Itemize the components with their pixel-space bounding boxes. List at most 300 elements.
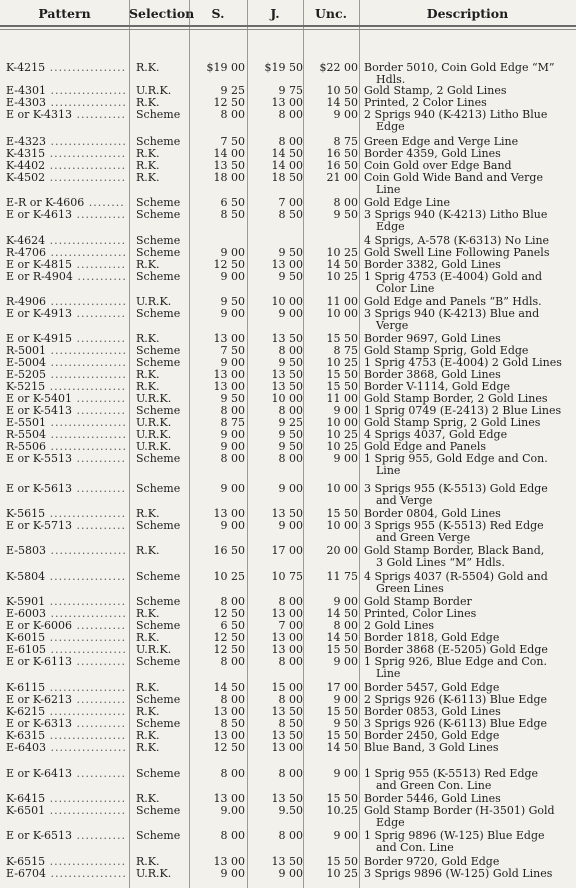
price-s-cell: 9 00 (220, 428, 245, 441)
price-j-cell: 13 00 (271, 258, 303, 271)
description-cell: Border 2450, Gold Edge (364, 729, 500, 742)
header-pattern: Pattern (38, 6, 91, 21)
description-cell: Border 3868 (E-5205) Gold Edge (364, 643, 548, 656)
price-s-cell: 13 00 (213, 792, 245, 805)
price-s-cell: 9 00 (220, 270, 245, 283)
price-unc-cell: 10 25 (326, 440, 358, 453)
description-cell: Border 4359, Gold Lines (364, 147, 501, 160)
price-j-cell: 9 50 (278, 270, 303, 283)
selection-cell: R.K. (136, 147, 160, 160)
pattern-cell: K-5901 ..... (6, 596, 126, 608)
price-unc-cell: 15 50 (326, 729, 358, 742)
pattern-cell: E or K-5401 ..... (6, 393, 126, 405)
price-unc-cell: 15 50 (326, 332, 358, 345)
description-continuation: and Con. Line (376, 841, 454, 854)
price-s-cell: 13 50 (213, 159, 245, 172)
price-s-cell: 13 00 (213, 855, 245, 868)
price-s-cell: 9 00 (220, 867, 245, 880)
price-j-cell: 13 50 (271, 705, 303, 718)
price-unc-cell: 10 00 (326, 519, 358, 532)
price-j-cell: 13 00 (271, 643, 303, 656)
pattern-cell: E or K-6413 ..... (6, 768, 126, 780)
price-s-cell: 9 00 (220, 519, 245, 532)
price-j-cell: 13 00 (271, 631, 303, 644)
pattern-cell: E or K-4613 ..... (6, 209, 126, 221)
price-j-cell: 18 50 (271, 171, 303, 184)
selection-cell: R.K. (136, 607, 160, 620)
pattern-cell: R-4706 ..... (6, 247, 126, 259)
selection-cell: R.K. (136, 855, 160, 868)
selection-cell: Scheme (136, 208, 181, 221)
selection-cell: Scheme (136, 804, 181, 817)
pattern-cell: E-5205 ..... (6, 369, 126, 381)
selection-cell: U.R.K. (136, 867, 172, 880)
price-s-cell: 16 50 (213, 544, 245, 557)
description-cell: 1 Sprig 4753 (E-4004) Gold and (364, 270, 543, 283)
table-row (0, 109, 576, 121)
price-j-cell: 8 00 (278, 344, 303, 357)
description-cell: 3 Sprigs 926 (K-6113) Blue Edge (364, 717, 548, 730)
description-cell: 3 Sprigs 940 (K-4213) Litho Blue (364, 208, 548, 221)
selection-cell: Scheme (136, 570, 181, 583)
description-cell: Border 0853, Gold Lines (364, 705, 501, 718)
price-unc-cell: 10 25 (326, 246, 358, 259)
description-continuation: and Green Con. Line (376, 779, 492, 792)
price-s-cell: $19 00 (206, 61, 245, 74)
pattern-cell: K-5615 ..... (6, 508, 126, 520)
table-row (0, 742, 576, 754)
price-s-cell: 6 50 (220, 196, 245, 209)
price-j-cell: 9 50 (278, 356, 303, 369)
selection-cell: Scheme (136, 655, 181, 668)
price-s-cell: 8 50 (220, 208, 245, 221)
price-j-cell: 8 00 (278, 452, 303, 465)
selection-cell: Scheme (136, 693, 181, 706)
price-s-cell: 13 00 (213, 729, 245, 742)
price-s-cell: 7 50 (220, 135, 245, 148)
price-unc-cell: 15 50 (326, 643, 358, 656)
price-unc-cell: 11 75 (326, 570, 358, 583)
price-unc-cell: 14 50 (326, 741, 358, 754)
price-s-cell: 12 50 (213, 607, 245, 620)
price-j-cell: 9 00 (278, 307, 303, 320)
price-j-cell: 10 00 (271, 392, 303, 405)
description-continuation: Edge (376, 816, 405, 829)
price-s-cell: 9 50 (220, 295, 245, 308)
price-unc-cell: 9 00 (333, 829, 358, 842)
pattern-cell: E-4323 ..... (6, 136, 126, 148)
price-j-cell: 13 00 (271, 96, 303, 109)
price-unc-cell: 14 50 (326, 258, 358, 271)
description-cell: Printed, 2 Color Lines (364, 96, 487, 109)
description-cell: 4 Sprigs 4037, Gold Edge (364, 428, 508, 441)
price-s-cell: 14 00 (213, 147, 245, 160)
pattern-cell: K-5804 ..... (6, 571, 126, 583)
selection-cell: Scheme (136, 482, 181, 495)
price-s-cell: 8 00 (220, 829, 245, 842)
price-s-cell: 12 50 (213, 96, 245, 109)
description-cell: Gold Stamp Sprig, Gold Edge (364, 344, 529, 357)
price-s-cell: 12 50 (213, 258, 245, 271)
price-unc-cell: 10 25 (326, 356, 358, 369)
price-j-cell: 15 00 (271, 681, 303, 694)
pattern-cell: E or K-5513 ..... (6, 453, 126, 465)
price-unc-cell: 9 50 (333, 717, 358, 730)
pattern-cell: K-6501 ..... (6, 805, 126, 817)
selection-cell: R.K. (136, 705, 160, 718)
selection-cell: R.K. (136, 332, 160, 345)
price-j-cell: 13 50 (271, 507, 303, 520)
price-j-cell: 14 00 (271, 159, 303, 172)
price-s-cell: 8 00 (220, 595, 245, 608)
description-cell: Border 5010, Coin Gold Edge “M” (364, 61, 555, 74)
pattern-cell: E-5004 ..... (6, 357, 126, 369)
price-unc-cell: 8 75 (333, 344, 358, 357)
price-j-cell: 8 50 (278, 717, 303, 730)
price-unc-cell: 9 00 (333, 655, 358, 668)
description-cell: 2 Sprigs 940 (K-4213) Litho Blue (364, 108, 548, 121)
selection-cell: Scheme (136, 767, 181, 780)
selection-cell: Scheme (136, 108, 181, 121)
pattern-cell: K-4624 ..... (6, 235, 126, 247)
pattern-cell: K-6315 ..... (6, 730, 126, 742)
price-j-cell: 8 00 (278, 135, 303, 148)
price-unc-cell: 9 00 (333, 767, 358, 780)
price-unc-cell: 21 00 (326, 171, 358, 184)
price-unc-cell: 17 00 (326, 681, 358, 694)
price-s-cell: 13 00 (213, 380, 245, 393)
description-cell: 3 Sprigs 940 (K-4213) Blue and (364, 307, 540, 320)
price-unc-cell: 15 50 (326, 507, 358, 520)
price-s-cell: 13 00 (213, 705, 245, 718)
price-unc-cell: 9 00 (333, 108, 358, 121)
header-unc: Unc. (315, 6, 347, 21)
pattern-cell: R-5001 ..... (6, 345, 126, 357)
pattern-cell: K-4402 ..... (6, 160, 126, 172)
selection-cell: U.R.K. (136, 440, 172, 453)
price-j-cell: 8 00 (278, 108, 303, 121)
description-cell: Gold Edge Line (364, 196, 451, 209)
selection-cell: R.K. (136, 171, 160, 184)
pattern-cell: E or K-6213 ..... (6, 694, 126, 706)
price-s-cell: 9 50 (220, 392, 245, 405)
price-j-cell: 13 50 (271, 332, 303, 345)
price-j-cell: 8 00 (278, 829, 303, 842)
price-unc-cell: 9 00 (333, 693, 358, 706)
description-cell: 1 Sprig 926, Blue Edge and Con. (364, 655, 547, 668)
price-j-cell: 7 00 (278, 196, 303, 209)
selection-cell: R.K. (136, 258, 160, 271)
pattern-cell: E or K-4915 ..... (6, 333, 126, 345)
selection-cell: R.K. (136, 380, 160, 393)
price-unc-cell: 10 25 (326, 270, 358, 283)
selection-cell: Scheme (136, 246, 181, 259)
price-j-cell: 10 75 (271, 570, 303, 583)
table-row (0, 520, 576, 532)
price-j-cell: 9 00 (278, 867, 303, 880)
price-unc-cell: 10 50 (326, 84, 358, 97)
price-unc-cell: 15 50 (326, 792, 358, 805)
price-unc-cell: 8 00 (333, 619, 358, 632)
price-unc-cell: 10 00 (326, 416, 358, 429)
price-s-cell: 10 25 (213, 570, 245, 583)
selection-cell: U.R.K. (136, 428, 172, 441)
description-cell: 1 Sprig 0749 (E-2413) 2 Blue Lines (364, 404, 562, 417)
price-unc-cell: 14 50 (326, 607, 358, 620)
description-cell: 1 Sprig 4753 (E-4004) 2 Gold Lines (364, 356, 562, 369)
price-s-cell: 6 50 (220, 619, 245, 632)
price-j-cell: 9 75 (278, 84, 303, 97)
pattern-cell: E or K-4913 ..... (6, 308, 126, 320)
price-unc-cell: 9 00 (333, 595, 358, 608)
pattern-cell: K-4502 ..... (6, 172, 126, 184)
pattern-cell: K-4315 ..... (6, 148, 126, 160)
description-cell: Border 9697, Gold Lines (364, 332, 501, 345)
description-continuation: Line (376, 183, 401, 196)
table-row (0, 453, 576, 465)
price-unc-cell: 15 50 (326, 380, 358, 393)
description-cell: Border V-1114, Gold Edge (364, 380, 510, 393)
header-j: J. (270, 6, 280, 21)
selection-cell: Scheme (136, 452, 181, 465)
selection-cell: U.R.K. (136, 295, 172, 308)
description-cell: Gold Stamp, 2 Gold Lines (364, 84, 507, 97)
price-j-cell: 9 00 (278, 482, 303, 495)
price-j-cell: 10 00 (271, 295, 303, 308)
selection-cell: R.K. (136, 681, 160, 694)
selection-cell: Scheme (136, 519, 181, 532)
price-j-cell: 9.50 (278, 804, 303, 817)
description-cell: Gold Swell Line Following Panels (364, 246, 550, 259)
price-unc-cell: 20 00 (326, 544, 358, 557)
price-j-cell: 14 50 (271, 147, 303, 160)
price-unc-cell: 9 50 (333, 208, 358, 221)
price-j-cell: 13 00 (271, 607, 303, 620)
price-j-cell: 9 50 (278, 428, 303, 441)
description-cell: Gold Stamp Border, 2 Gold Lines (364, 392, 548, 405)
price-s-cell: 8 00 (220, 452, 245, 465)
price-s-cell: 8 00 (220, 767, 245, 780)
price-s-cell: 14 50 (213, 681, 245, 694)
price-j-cell: $19 50 (264, 61, 303, 74)
pattern-cell: E or K-6313 ..... (6, 718, 126, 730)
selection-cell: Scheme (136, 595, 181, 608)
price-j-cell: 8 00 (278, 655, 303, 668)
selection-cell: U.R.K. (136, 84, 172, 97)
description-continuation: and Verge (376, 494, 433, 507)
selection-cell: Scheme (136, 307, 181, 320)
pattern-cell: E-6105 ..... (6, 644, 126, 656)
price-s-cell: 13 00 (213, 368, 245, 381)
description-cell: 1 Sprig 9896 (W-125) Blue Edge (364, 829, 545, 842)
description-cell: 1 Sprig 955 (K-5513) Red Edge (364, 767, 539, 780)
description-cell: Gold Edge and Panels “B” Hdls. (364, 295, 542, 308)
description-cell: 4 Sprigs 4037 (R-5504) Gold and (364, 570, 548, 583)
price-unc-cell: 14 50 (326, 96, 358, 109)
pattern-cell: R-4906 ..... (6, 296, 126, 308)
price-unc-cell: 10 25 (326, 428, 358, 441)
pattern-cell: K-4215 ..... (6, 62, 126, 74)
price-s-cell: 12 50 (213, 631, 245, 644)
table-row (0, 62, 576, 74)
price-j-cell: 8 00 (278, 404, 303, 417)
selection-cell: Scheme (136, 196, 181, 209)
description-cell: Border 3382, Gold Lines (364, 258, 501, 271)
description-cell: Border 1818, Gold Edge (364, 631, 500, 644)
price-s-cell: 18 00 (213, 171, 245, 184)
pattern-cell: E or K-4313 ..... (6, 109, 126, 121)
pattern-cell: E-4303 ..... (6, 97, 126, 109)
price-s-cell: 8 75 (220, 416, 245, 429)
selection-cell: U.R.K. (136, 643, 172, 656)
selection-cell: R.K. (136, 61, 160, 74)
pattern-cell: E-R or K-4606 ..... (6, 197, 126, 209)
price-j-cell: 13 50 (271, 729, 303, 742)
description-cell: Gold Stamp Border (364, 595, 472, 608)
price-s-cell: 8 50 (220, 717, 245, 730)
price-unc-cell: 10.25 (326, 804, 358, 817)
description-cell: Border 0804, Gold Lines (364, 507, 501, 520)
table-row (0, 271, 576, 283)
price-unc-cell: 15 50 (326, 855, 358, 868)
description-continuation: Edge (376, 220, 405, 233)
pattern-cell: K-6415 ..... (6, 793, 126, 805)
price-j-cell: 9 00 (278, 519, 303, 532)
description-cell: 2 Gold Lines (364, 619, 435, 632)
description-cell: 4 Sprigs, A-578 (K-6313) No Line (364, 234, 550, 247)
price-unc-cell: 10 00 (326, 307, 358, 320)
pattern-cell: R-5504 ..... (6, 429, 126, 441)
price-s-cell: 13 00 (213, 332, 245, 345)
selection-cell: U.R.K. (136, 416, 172, 429)
pattern-cell: E-6003 ..... (6, 608, 126, 620)
price-unc-cell: 15 50 (326, 368, 358, 381)
selection-cell: R.K. (136, 729, 160, 742)
description-cell: Coin Gold over Edge Band (364, 159, 512, 172)
description-cell: Gold Stamp Border (H-3501) Gold (364, 804, 555, 817)
price-s-cell: 9 00 (220, 482, 245, 495)
selection-cell: R.K. (136, 159, 160, 172)
selection-cell: Scheme (136, 234, 181, 247)
table-row (0, 805, 576, 817)
description-cell: Gold Stamp Sprig, 2 Gold Lines (364, 416, 541, 429)
pattern-cell: E or R-4904 ..... (6, 271, 126, 283)
selection-cell: R.K. (136, 631, 160, 644)
header-s: S. (211, 6, 225, 21)
selection-cell: Scheme (136, 404, 181, 417)
pattern-cell: E-6403 ..... (6, 742, 126, 754)
description-cell: Green Edge and Verge Line (364, 135, 519, 148)
price-j-cell: 13 00 (271, 741, 303, 754)
pattern-cell: E or K-5413 ..... (6, 405, 126, 417)
pattern-cell: E or K-5613 ..... (6, 483, 126, 495)
description-cell: Border 5457, Gold Edge (364, 681, 500, 694)
pattern-cell: E-5803 ..... (6, 545, 126, 557)
pattern-cell: K-6015 ..... (6, 632, 126, 644)
price-unc-cell: 16 50 (326, 147, 358, 160)
description-cell: 3 Sprigs 955 (K-5513) Red Edge (364, 519, 544, 532)
price-unc-cell: 11 00 (326, 295, 358, 308)
selection-cell: R.K. (136, 741, 160, 754)
pattern-cell: E-4301 ..... (6, 85, 126, 97)
description-continuation: Line (376, 667, 401, 680)
price-j-cell: 8 00 (278, 693, 303, 706)
description-cell: Border 5446, Gold Lines (364, 792, 501, 805)
selection-cell: U.R.K. (136, 392, 172, 405)
price-s-cell: 12 50 (213, 643, 245, 656)
selection-cell: Scheme (136, 344, 181, 357)
selection-cell: Scheme (136, 356, 181, 369)
price-s-cell: 7 50 (220, 344, 245, 357)
selection-cell: R.K. (136, 792, 160, 805)
table-row (0, 209, 576, 221)
price-j-cell: 7 00 (278, 619, 303, 632)
price-s-cell: 8 00 (220, 655, 245, 668)
selection-cell: R.K. (136, 544, 160, 557)
price-s-cell: 8 00 (220, 404, 245, 417)
price-s-cell: 9 00 (220, 307, 245, 320)
price-unc-cell: 9 00 (333, 452, 358, 465)
table-row (0, 830, 576, 842)
pattern-cell: E or K-6513 ..... (6, 830, 126, 842)
selection-cell: Scheme (136, 717, 181, 730)
pattern-cell: K-5215 ..... (6, 381, 126, 393)
header-rule (0, 25, 576, 27)
pattern-cell: E-6704 ..... (6, 868, 126, 880)
header-description: Description (426, 6, 509, 21)
table-row (0, 656, 576, 668)
description-cell: 1 Sprig 955, Gold Edge and Con. (364, 452, 548, 465)
price-unc-cell: 16 50 (326, 159, 358, 172)
price-unc-cell: 10 00 (326, 482, 358, 495)
price-s-cell: 8 00 (220, 693, 245, 706)
price-j-cell: 17 00 (271, 544, 303, 557)
description-cell: 3 Sprigs 9896 (W-125) Gold Lines (364, 867, 553, 880)
price-j-cell: 9 25 (278, 416, 303, 429)
pattern-cell: E or K-4815 ..... (6, 259, 126, 271)
table-row (0, 868, 576, 880)
selection-cell: Scheme (136, 270, 181, 283)
price-unc-cell: $22 00 (319, 61, 358, 74)
description-continuation: Line (376, 464, 401, 477)
description-cell: Border 3868, Gold Lines (364, 368, 501, 381)
description-continuation: and Green Verge (376, 531, 471, 544)
selection-cell: R.K. (136, 507, 160, 520)
table-row (0, 483, 576, 495)
description-cell: Gold Edge and Panels (364, 440, 486, 453)
description-cell: Border 9720, Gold Edge (364, 855, 500, 868)
description-continuation: Edge (376, 120, 405, 133)
pattern-cell: R-5506 ..... (6, 441, 126, 453)
price-j-cell: 8 50 (278, 208, 303, 221)
price-j-cell: 13 50 (271, 368, 303, 381)
selection-cell: Scheme (136, 135, 181, 148)
table-row (0, 172, 576, 184)
price-s-cell: 9 00 (220, 356, 245, 369)
price-unc-cell: 15 50 (326, 705, 358, 718)
price-unc-cell: 14 50 (326, 631, 358, 644)
description-cell: 2 Sprigs 926 (K-6113) Blue Edge (364, 693, 548, 706)
table-row (0, 308, 576, 320)
price-s-cell: 9.00 (220, 804, 245, 817)
price-s-cell: 12 50 (213, 741, 245, 754)
price-s-cell: 8 00 (220, 108, 245, 121)
pattern-cell: K-6115 ..... (6, 682, 126, 694)
description-cell: Coin Gold Wide Band and Verge (364, 171, 543, 184)
selection-cell: Scheme (136, 829, 181, 842)
price-unc-cell: 8 00 (333, 196, 358, 209)
price-j-cell: 9 50 (278, 246, 303, 259)
